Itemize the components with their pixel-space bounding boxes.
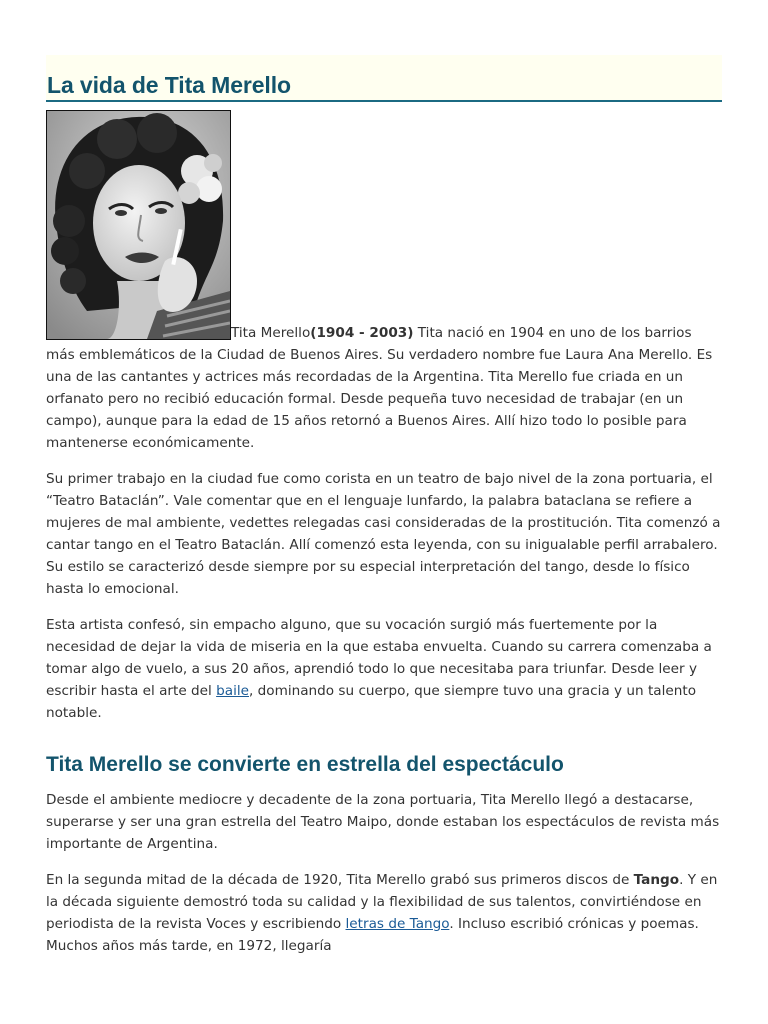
title-band bbox=[46, 55, 722, 102]
records-text-middle: . Y en la década siguiente demostró toda su calidad y la flexibilidad de sus talentos, convirtiéndose en periodista de la revista Voces y escribiendo bbox=[46, 872, 718, 932]
section-heading: Tita Merello se convierte en estrella del espectáculo bbox=[46, 753, 564, 776]
vocation-text-after: , dominando su cuerpo, que siempre tuvo una gracia y un talento notable. bbox=[46, 683, 697, 721]
portrait-illustration bbox=[47, 111, 230, 339]
paragraph-first-job: Su primer trabajo en la ciudad fue como corista en un teatro de bajo nivel de la zona portuaria, el “Teatro Bataclán”. Vale comentar que en el lenguaje lunfardo, la palabra bataclana se refiere a mujeres de mal ambiente, vedettes relegadas casi consideradas de la prostitución. Tita comenzó a cantar tango en el Teatro Bataclán. Allí comenzó esta leyenda, con su inigualable perfil arrabalero. Su estilo se caracterizó desde siempre por su especial interpretación del tango, desde lo físico hasta lo emocional. bbox=[46, 471, 721, 597]
portrait-photo bbox=[46, 110, 231, 340]
life-dates: (1904 - 2003) bbox=[310, 325, 414, 341]
paragraph-vocation bbox=[46, 614, 724, 724]
records-text-after: . Incluso escribió crónicas y poemas. Muchos años más tarde, en 1972, llegaría bbox=[46, 916, 699, 954]
vocation-text-before: Esta artista confesó, sin empacho alguno, que su vocación surgió más fuertemente por la necesidad de dejar la vida de miseria en la que estaba envuelta. Cuando su carrera comenzaba a tomar algo de vuelo, a sus 20 años, aprendió todo lo que necesitaba para triunfar. Desde leer y escribir hasta el arte del bbox=[46, 617, 712, 699]
article-body bbox=[46, 322, 724, 971]
paragraph-intro bbox=[46, 322, 724, 454]
article-title: La vida de Tita Merello bbox=[47, 72, 291, 98]
tango-bold: Tango bbox=[633, 872, 680, 888]
link-letras-de-tango[interactable]: letras de Tango bbox=[345, 916, 450, 932]
intro-text: Tita nació en 1904 en uno de los barrios más emblemáticos de la Ciudad de Buenos Aires. Su verdadero nombre fue Laura Ana Merello. Es una de las cantantes y actrices más recordadas de la Argentina. Tita Merello fue criada en un orfanato pero no recibió educación formal. Desde pequeña tuvo necesidad de trabajar (en un campo), aunque para la edad de 15 años retornó a Buenos Aires. Allí hizo todo lo posible para mantenerse económicamente. bbox=[46, 325, 713, 451]
paragraph-records bbox=[46, 869, 724, 957]
records-text-before: En la segunda mitad de la década de 1920, Tita Merello grabó sus primeros discos de bbox=[46, 872, 634, 888]
link-baile[interactable]: baile bbox=[216, 683, 249, 699]
paragraph-maipo: Desde el ambiente mediocre y decadente de la zona portuaria, Tita Merello llegó a destacarse, superarse y ser una gran estrella del Teatro Maipo, donde estaban los espectáculos de revista más importante de Argentina. bbox=[46, 792, 720, 852]
person-name: Tita Merello bbox=[231, 325, 311, 341]
